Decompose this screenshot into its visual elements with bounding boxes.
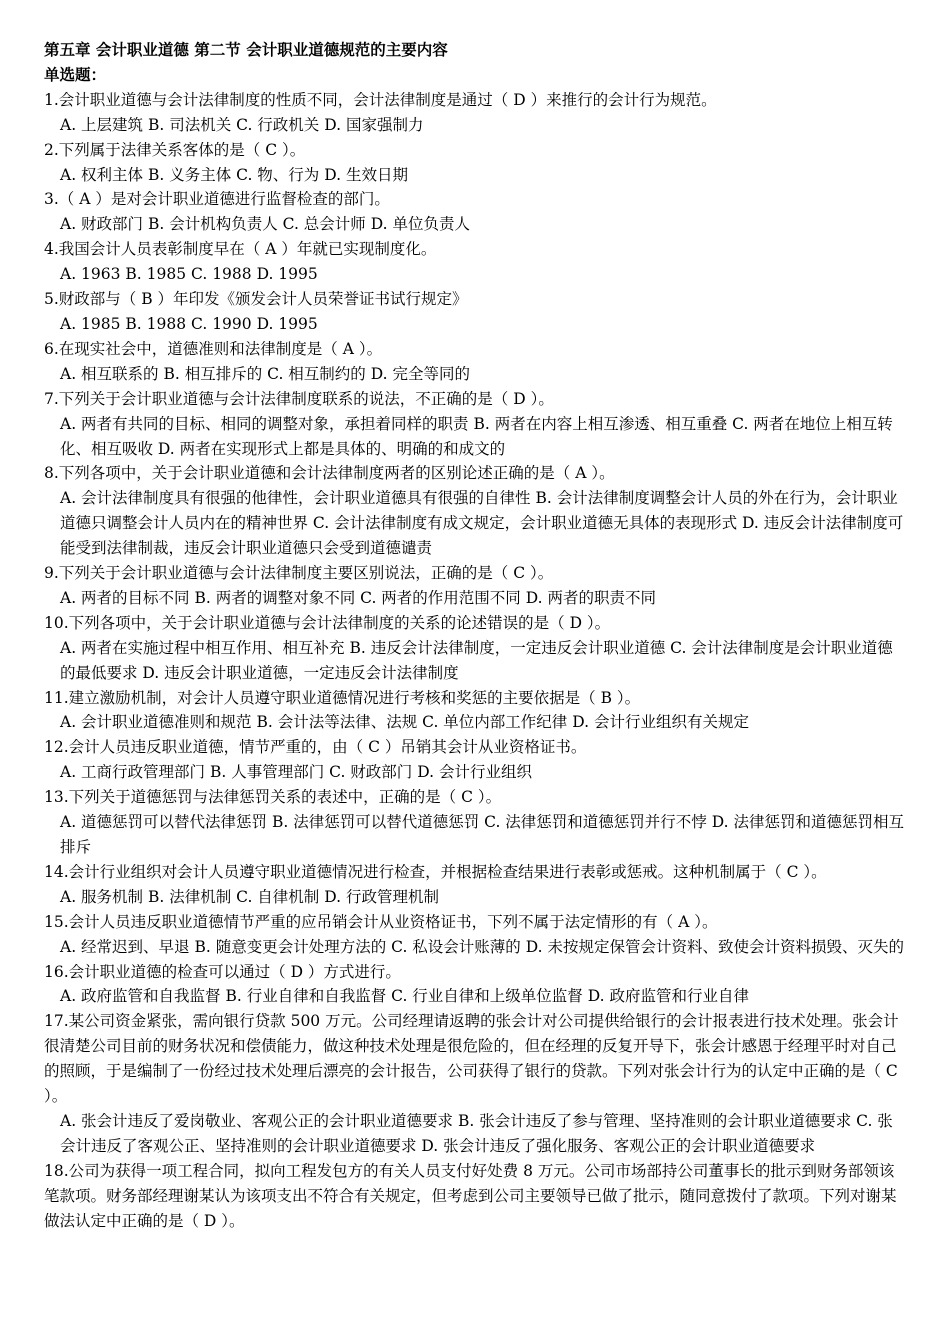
question-text: 3.（ A ）是对会计职业道德进行监督检查的部门。 xyxy=(44,190,390,209)
question-18 xyxy=(44,1159,906,1234)
question-text: 11.建立激励机制，对会计人员遵守职业道德情况进行考核和奖惩的主要依据是（ B ）。 xyxy=(44,688,641,707)
question-12 xyxy=(44,735,906,785)
question-3 xyxy=(44,187,906,237)
question-14 xyxy=(44,860,906,910)
question-text: 2.下列属于法律关系客体的是（ C ）。 xyxy=(44,140,306,159)
question-options: A. 上层建筑 B. 司法机关 C. 行政机关 D. 国家强制力 xyxy=(60,115,424,134)
question-options: A. 财政部门 B. 会计机构负责人 C. 总会计师 D. 单位负责人 xyxy=(60,215,470,234)
question-17 xyxy=(44,1009,906,1158)
question-text: 4.我国会计人员表彰制度早在（ A ）年就已实现制度化。 xyxy=(44,240,437,259)
question-text: 10.下列各项中，关于会计职业道德与会计法律制度的关系的论述错误的是（ D ）。 xyxy=(44,613,611,632)
question-8 xyxy=(44,461,906,561)
question-text: 1.会计职业道德与会计法律制度的性质不同，会计法律制度是通过（ D ）来推行的会计行为规范。 xyxy=(44,90,717,109)
question-10 xyxy=(44,611,906,686)
question-16 xyxy=(44,960,906,1010)
question-text: 18.公司为获得一项工程合同，拟向工程发包方的有关人员支付好处费 8 万元。公司市场部持公司董事长的批示到财务部领该笔款项。财务部经理谢某认为该项支出不符合有关规定，但考虑到公司主要领导已做了批示，随同意拨付了款项。下列对谢某做法认定中正确的是（ D ）。 xyxy=(44,1161,897,1230)
question-options: A. 会计职业道德准则和规范 B. 会计法等法律、法规 C. 单位内部工作纪律 D. 会计行业组织有关规定 xyxy=(60,713,749,732)
question-text: 7.下列关于会计职业道德与会计法律制度联系的说法，不正确的是（ D ）。 xyxy=(44,389,554,408)
question-7 xyxy=(44,387,906,462)
question-text: 12.会计人员违反职业道德，情节严重的，由（ C ）吊销其会计从业资格证书。 xyxy=(44,738,587,757)
question-text: 15.会计人员违反职业道德情节严重的应吊销会计从业资格证书，下列不属于法定情形的有（ A ）。 xyxy=(44,912,718,931)
question-options: A. 会计法律制度具有很强的他律性，会计职业道德具有很强的自律性 B. 会计法律制度调整会计人员的外在行为，会计职业道德只调整会计人员内在的精神世界 C. 会计法律制度有成文规定，会计职业道德无具体的表现形式 D. 违反会计法律制度可能受到法律制裁，违反会计职业道德只会受到道德谴责 xyxy=(60,489,904,558)
question-options: A. 政府监管和自我监督 B. 行业自律和自我监督 C. 行业自律和上级单位监督 D. 政府监管和行业自律 xyxy=(60,987,749,1006)
question-15 xyxy=(44,910,906,960)
section-heading: 单选题： xyxy=(44,64,107,84)
question-text: 17.某公司资金紧张，需向银行贷款 500 万元。公司经理请返聘的张会计对公司提供给银行的会计报表进行技术处理。张会计很清楚公司目前的财务状况和偿债能力，做这种技术处理是很危险的，但在经理的反复开导下，张会计感恩于经理平时对自己的照顾，于是编制了一份经过技术处理后漂亮的会计报告，公司获得了银行的贷款。下列对张会计行为的认定中正确的是（ C ）。 xyxy=(44,1012,899,1106)
question-options: A. 张会计违反了爱岗敬业、客观公正的会计职业道德要求 B. 张会计违反了参与管理、坚持准则的会计职业道德要求 C. 张会计违反了客观公正、坚持准则的会计职业道德要求 D. 张会计违反了强化服务、客观公正的会计职业道德要求 xyxy=(60,1111,893,1155)
question-options: A. 相互联系的 B. 相互排斥的 C. 相互制约的 D. 完全等同的 xyxy=(60,364,470,383)
question-6 xyxy=(44,337,906,387)
question-text: 8.下列各项中，关于会计职业道德和会计法律制度两者的区别论述正确的是（ A ）。 xyxy=(44,464,615,483)
question-options: A. 经常迟到、早退 B. 随意变更会计处理方法的 C. 私设会计账薄的 D. 未按规定保管会计资料、致使会计资料损毁、灭失的 xyxy=(60,937,904,956)
question-1 xyxy=(44,88,906,138)
question-text: 5.财政部与（ B ）年印发《颁发会计人员荣誉证书试行规定》 xyxy=(44,290,468,309)
question-options: A. 1985 B. 1988 C. 1990 D. 1995 xyxy=(60,314,318,333)
question-9 xyxy=(44,561,906,611)
question-options: A. 两者有共同的目标、相同的调整对象，承担着同样的职责 B. 两者在内容上相互渗透、相互重叠 C. 两者在地位上相互转化、相互吸收 D. 两者在实现形式上都是具体的、明确的和成文的 xyxy=(60,414,893,458)
question-13 xyxy=(44,785,906,860)
question-options: A. 道德惩罚可以替代法律惩罚 B. 法律惩罚可以替代道德惩罚 C. 法律惩罚和道德惩罚并行不悖 D. 法律惩罚和道德惩罚相互排斥 xyxy=(60,813,904,856)
question-options: A. 两者在实施过程中相互作用、相互补充 B. 违反会计法律制度，一定违反会计职业道德 C. 会计法律制度是会计职业道德的最低要求 D. 违反会计职业道德，一定违反会计法律制度 xyxy=(60,638,893,682)
question-5 xyxy=(44,287,906,337)
question-text: 9.下列关于会计职业道德与会计法律制度主要区别说法，正确的是（ C ）。 xyxy=(44,564,554,583)
question-options: A. 1963 B. 1985 C. 1988 D. 1995 xyxy=(60,265,318,284)
question-options: A. 工商行政管理部门 B. 人事管理部门 C. 财政部门 D. 会计行业组织 xyxy=(60,763,532,782)
question-options: A. 权利主体 B. 义务主体 C. 物、行为 D. 生效日期 xyxy=(60,165,408,184)
question-options: A. 服务机制 B. 法律机制 C. 自律机制 D. 行政管理机制 xyxy=(60,887,439,906)
page-title: 第五章 会计职业道德 第二节 会计职业道德规范的主要内容 xyxy=(44,40,448,59)
question-text: 16.会计职业道德的检查可以通过（ D ）方式进行。 xyxy=(44,962,401,981)
question-2 xyxy=(44,138,906,188)
question-text: 13.下列关于道德惩罚与法律惩罚关系的表述中，正确的是（ C ）。 xyxy=(44,788,502,807)
question-11 xyxy=(44,686,906,736)
question-options: A. 两者的目标不同 B. 两者的调整对象不同 C. 两者的作用范围不同 D. 两者的职责不同 xyxy=(60,588,656,607)
question-text: 14.会计行业组织对会计人员遵守职业道德情况进行检查，并根据检查结果进行表彰或惩戒。这种机制属于（ C ）。 xyxy=(44,862,827,881)
question-4 xyxy=(44,237,906,287)
question-text: 6.在现实社会中，道德准则和法律制度是（ A ）。 xyxy=(44,339,383,358)
